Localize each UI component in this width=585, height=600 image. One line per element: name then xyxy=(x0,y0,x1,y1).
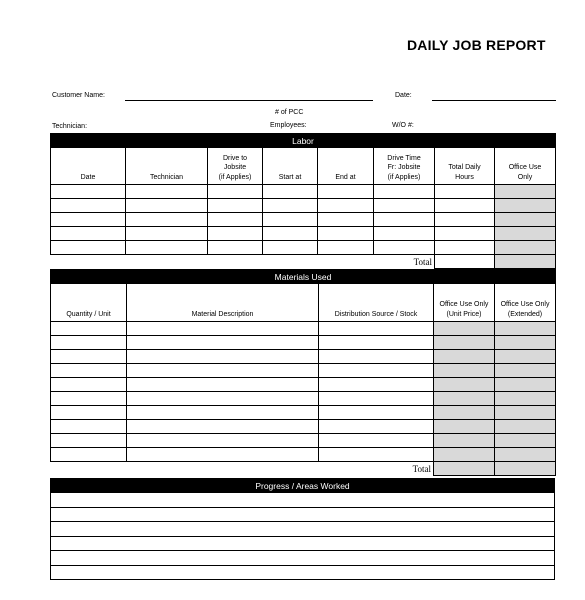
labor-section-header: Labor xyxy=(51,134,556,148)
materials-entry-cell[interactable] xyxy=(51,350,127,364)
labor-entry-cell[interactable] xyxy=(208,227,263,241)
labor-col-header: Drive Time Fr: Jobsite (if Applies) xyxy=(374,148,435,185)
labor-col-header: Technician xyxy=(126,148,208,185)
office-use-cell xyxy=(495,213,556,227)
progress-entry-cell[interactable] xyxy=(51,507,555,522)
labor-total-label: Total xyxy=(51,255,435,269)
materials-col-header: Distribution Source / Stock xyxy=(319,284,434,322)
customer-name-field[interactable] xyxy=(125,100,373,101)
progress-row xyxy=(51,551,555,566)
labor-header-row xyxy=(51,148,556,185)
labor-entry-cell[interactable] xyxy=(435,199,495,213)
progress-entry-cell[interactable] xyxy=(51,565,555,580)
office-use-cell xyxy=(495,448,556,462)
materials-row xyxy=(51,364,556,378)
materials-entry-cell[interactable] xyxy=(127,406,319,420)
technician-label: Technician: xyxy=(52,123,88,130)
materials-table xyxy=(50,269,556,476)
materials-col-header: Quantity / Unit xyxy=(51,284,127,322)
materials-header-row xyxy=(51,284,556,322)
materials-entry-cell[interactable] xyxy=(319,364,434,378)
labor-entry-cell[interactable] xyxy=(318,199,374,213)
labor-col-header: Total Daily Hours xyxy=(435,148,495,185)
office-use-cell xyxy=(495,350,556,364)
office-use-cell xyxy=(495,199,556,213)
materials-total-label: Total xyxy=(51,462,434,476)
materials-entry-cell[interactable] xyxy=(127,364,319,378)
materials-entry-cell[interactable] xyxy=(51,434,127,448)
materials-entry-cell[interactable] xyxy=(319,406,434,420)
labor-entry-cell[interactable] xyxy=(126,227,208,241)
office-use-cell xyxy=(434,336,495,350)
labor-entry-cell[interactable] xyxy=(374,227,435,241)
labor-entry-cell[interactable] xyxy=(263,241,318,255)
labor-table xyxy=(50,133,556,269)
labor-entry-cell[interactable] xyxy=(208,213,263,227)
progress-entry-cell[interactable] xyxy=(51,493,555,508)
office-use-cell xyxy=(434,364,495,378)
labor-col-header: Date xyxy=(51,148,126,185)
labor-entry-cell[interactable] xyxy=(208,185,263,199)
labor-entry-cell[interactable] xyxy=(318,213,374,227)
labor-row xyxy=(51,241,556,255)
labor-entry-cell[interactable] xyxy=(126,213,208,227)
labor-entry-cell[interactable] xyxy=(263,227,318,241)
materials-row xyxy=(51,406,556,420)
materials-row xyxy=(51,448,556,462)
progress-row xyxy=(51,493,555,508)
employees-label: Employees: xyxy=(270,122,307,129)
materials-entry-cell[interactable] xyxy=(51,336,127,350)
materials-total-unit-cell xyxy=(434,462,495,476)
labor-entry-cell[interactable] xyxy=(263,185,318,199)
labor-entry-cell[interactable] xyxy=(435,185,495,199)
office-use-cell xyxy=(495,322,556,336)
materials-row xyxy=(51,420,556,434)
materials-col-header: Office Use Only (Extended) xyxy=(495,284,556,322)
labor-total-office-cell xyxy=(495,255,556,269)
materials-entry-cell[interactable] xyxy=(319,420,434,434)
labor-entry-cell[interactable] xyxy=(435,241,495,255)
materials-entry-cell[interactable] xyxy=(127,420,319,434)
progress-row xyxy=(51,507,555,522)
office-use-cell xyxy=(495,241,556,255)
progress-entry-cell[interactable] xyxy=(51,522,555,537)
materials-entry-cell[interactable] xyxy=(51,448,127,462)
labor-entry-cell[interactable] xyxy=(263,199,318,213)
labor-entry-cell[interactable] xyxy=(51,227,126,241)
labor-entry-cell[interactable] xyxy=(374,213,435,227)
materials-entry-cell[interactable] xyxy=(319,350,434,364)
materials-entry-cell[interactable] xyxy=(51,392,127,406)
office-use-cell xyxy=(495,420,556,434)
labor-entry-cell[interactable] xyxy=(126,241,208,255)
progress-section-header: Progress / Areas Worked xyxy=(51,479,555,493)
office-use-cell xyxy=(434,378,495,392)
materials-section-header: Materials Used xyxy=(51,270,556,284)
office-use-cell xyxy=(495,227,556,241)
labor-entry-cell[interactable] xyxy=(318,227,374,241)
labor-col-header: Drive to Jobsite (if Applies) xyxy=(208,148,263,185)
labor-col-header: End at xyxy=(318,148,374,185)
page-title: DAILY JOB REPORT xyxy=(407,37,546,53)
labor-entry-cell[interactable] xyxy=(51,241,126,255)
materials-col-header: Material Description xyxy=(127,284,319,322)
materials-entry-cell[interactable] xyxy=(127,378,319,392)
labor-entry-cell[interactable] xyxy=(263,213,318,227)
materials-entry-cell[interactable] xyxy=(51,406,127,420)
progress-row xyxy=(51,565,555,580)
labor-entry-cell[interactable] xyxy=(208,241,263,255)
office-use-cell xyxy=(434,322,495,336)
office-use-cell xyxy=(495,336,556,350)
labor-entry-cell[interactable] xyxy=(51,185,126,199)
labor-row xyxy=(51,185,556,199)
labor-entry-cell[interactable] xyxy=(374,185,435,199)
progress-row xyxy=(51,536,555,551)
progress-table xyxy=(50,478,555,580)
labor-row xyxy=(51,213,556,227)
labor-row xyxy=(51,227,556,241)
materials-entry-cell[interactable] xyxy=(127,350,319,364)
materials-total-extended-cell xyxy=(495,462,556,476)
labor-entry-cell[interactable] xyxy=(208,199,263,213)
materials-row xyxy=(51,336,556,350)
labor-entry-cell[interactable] xyxy=(435,213,495,227)
wo-label: W/O #: xyxy=(392,122,414,129)
labor-col-header: Office Use Only xyxy=(495,148,556,185)
materials-entry-cell[interactable] xyxy=(127,392,319,406)
office-use-cell xyxy=(434,392,495,406)
office-use-cell xyxy=(434,420,495,434)
labor-entry-cell[interactable] xyxy=(51,199,126,213)
labor-entry-cell[interactable] xyxy=(318,241,374,255)
labor-entry-cell[interactable] xyxy=(126,185,208,199)
date-field[interactable] xyxy=(432,100,556,101)
progress-entry-cell[interactable] xyxy=(51,551,555,566)
materials-entry-cell[interactable] xyxy=(319,434,434,448)
materials-entry-cell[interactable] xyxy=(51,420,127,434)
materials-entry-cell[interactable] xyxy=(127,336,319,350)
office-use-cell xyxy=(495,406,556,420)
customer-name-label: Customer Name: xyxy=(52,92,105,99)
materials-entry-cell[interactable] xyxy=(127,434,319,448)
labor-entry-cell[interactable] xyxy=(318,185,374,199)
materials-entry-cell[interactable] xyxy=(319,336,434,350)
date-label: Date: xyxy=(395,92,412,99)
labor-entry-cell[interactable] xyxy=(374,241,435,255)
progress-entry-cell[interactable] xyxy=(51,536,555,551)
office-use-cell xyxy=(495,185,556,199)
materials-row xyxy=(51,392,556,406)
labor-entry-cell[interactable] xyxy=(374,199,435,213)
materials-entry-cell[interactable] xyxy=(127,322,319,336)
labor-row xyxy=(51,199,556,213)
labor-entry-cell[interactable] xyxy=(435,227,495,241)
office-use-cell xyxy=(495,378,556,392)
office-use-cell xyxy=(434,350,495,364)
materials-col-header: Office Use Only (Unit Price) xyxy=(434,284,495,322)
materials-entry-cell[interactable] xyxy=(319,322,434,336)
materials-entry-cell[interactable] xyxy=(319,448,434,462)
materials-row xyxy=(51,378,556,392)
materials-entry-cell[interactable] xyxy=(51,322,127,336)
materials-entry-cell[interactable] xyxy=(51,364,127,378)
materials-entry-cell[interactable] xyxy=(51,378,127,392)
office-use-cell xyxy=(495,392,556,406)
labor-entry-cell[interactable] xyxy=(51,213,126,227)
labor-total-hours-cell[interactable] xyxy=(435,255,495,269)
office-use-cell xyxy=(434,406,495,420)
materials-entry-cell[interactable] xyxy=(319,392,434,406)
labor-entry-cell[interactable] xyxy=(126,199,208,213)
office-use-cell xyxy=(495,434,556,448)
office-use-cell xyxy=(434,434,495,448)
materials-entry-cell[interactable] xyxy=(127,448,319,462)
materials-row xyxy=(51,322,556,336)
labor-col-header: Start at xyxy=(263,148,318,185)
progress-row xyxy=(51,522,555,537)
office-use-cell xyxy=(495,364,556,378)
materials-row xyxy=(51,434,556,448)
materials-entry-cell[interactable] xyxy=(319,378,434,392)
office-use-cell xyxy=(434,448,495,462)
materials-row xyxy=(51,350,556,364)
pcc-label: # of PCC xyxy=(275,109,304,116)
